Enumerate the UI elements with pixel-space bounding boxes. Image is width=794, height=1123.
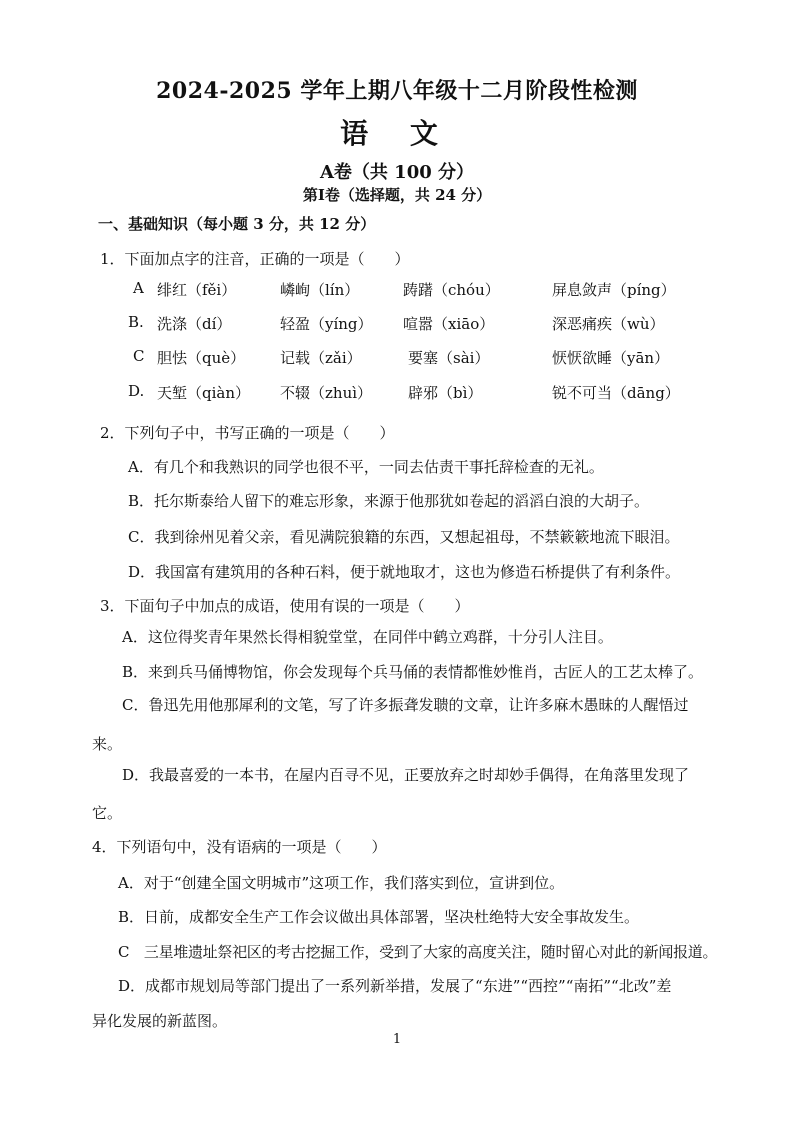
q3-option-c: C．鲁迅先用他那犀利的文笔，写了许多振聋发聩的文章，让许多麻木愚昧的人醒悟过 bbox=[122, 696, 689, 714]
option-label: A bbox=[133, 279, 144, 297]
part-title: 第Ⅰ卷（选择题，共 24 分） bbox=[302, 186, 492, 204]
option-item: 要塞（sài） bbox=[408, 349, 490, 367]
option-item: 辟邪（bì） bbox=[408, 384, 483, 402]
q3-option-a: A．这位得奖青年果然长得相貌堂堂，在同伴中鹤立鸡群，十分引人注目。 bbox=[122, 628, 613, 646]
section-heading: 一、基础知识（每小题 3 分，共 12 分） bbox=[98, 215, 376, 233]
q4-option-d: D．成都市规划局等部门提出了一系列新举措，发展了“东进”“西控”“南拓”“北改”差 bbox=[118, 977, 672, 995]
q2-option-d: D．我国富有建筑用的各种石料，便于就地取才，这也为修造石桥提供了有利条件。 bbox=[128, 563, 681, 581]
option-item: 喧嚣（xiāo） bbox=[403, 315, 495, 333]
q2-option-a: A．有几个和我熟识的同学也很不平，一同去估责干事托辞检查的无礼。 bbox=[128, 458, 604, 476]
q3-option-d-continued: 它。 bbox=[92, 804, 123, 822]
option-label: D. bbox=[128, 382, 145, 400]
option-item: 深恶痛疾（wù） bbox=[552, 315, 665, 333]
q3-option-b: B．来到兵马俑博物馆，你会发现每个兵马俑的表情都惟妙惟肖，古匠人的工艺太棒了。 bbox=[122, 663, 704, 681]
q2-option-b: B．托尔斯泰给人留下的难忘形象，来源于他那犹如卷起的滔滔白浪的大胡子。 bbox=[128, 492, 650, 510]
option-label: C bbox=[133, 347, 145, 365]
subject-title: 语 文 bbox=[340, 117, 454, 150]
volume-title: A卷（共 100 分） bbox=[319, 162, 475, 183]
q3-stem: 3．下面句子中加点的成语，使用有误的一项是（ ） bbox=[100, 597, 470, 615]
option-item: 绯红（fěi） bbox=[157, 281, 237, 299]
exam-title: 2024-2025 学年上期八年级十二月阶段性检测 bbox=[156, 78, 638, 104]
option-item: 胆怯（què） bbox=[157, 349, 246, 367]
q2-option-c: C．我到徐州见着父亲，看见满院狼籍的东西，又想起祖母，不禁簌簌地流下眼泪。 bbox=[128, 528, 680, 546]
q4-stem: 4．下列语句中，没有语病的一项是（ ） bbox=[92, 838, 387, 856]
option-item: 屏息敛声（píng） bbox=[552, 281, 676, 299]
option-item: 洗涤（dí） bbox=[157, 315, 232, 333]
q4-option-c: C 三星堆遗址祭祀区的考古挖掘工作，受到了大家的高度关注，随时留心对此的新闻报道。 bbox=[118, 943, 718, 961]
q2-stem: 2．下列句子中，书写正确的一项是（ ） bbox=[100, 424, 395, 442]
q4-option-a: A．对于“创建全国文明城市”这项工作，我们落实到位，宣讲到位。 bbox=[118, 874, 565, 892]
option-item: 不辍（zhuì） bbox=[280, 384, 373, 402]
option-item: 嶙峋（lín） bbox=[280, 281, 360, 299]
option-item: 轻盈（yíng） bbox=[280, 315, 373, 333]
q4-option-d-continued: 异化发展的新蓝图。 bbox=[92, 1012, 228, 1030]
option-item: 踌躇（chóu） bbox=[403, 281, 500, 299]
q3-option-d: D．我最喜爱的一本书，在屋内百寻不见，正要放弃之时却妙手偶得，在角落里发现了 bbox=[122, 766, 690, 784]
option-item: 锐不可当（dāng） bbox=[552, 384, 680, 402]
page-number: 1 bbox=[392, 1032, 402, 1047]
option-item: 天堑（qiàn） bbox=[157, 384, 251, 402]
q3-option-c-continued: 来。 bbox=[92, 735, 123, 753]
q4-option-b: B．日前，成都安全生产工作会议做出具体部署，坚决杜绝特大安全事故发生。 bbox=[118, 908, 640, 926]
option-item: 记载（zǎi） bbox=[280, 349, 362, 367]
q1-stem: 1．下面加点字的注音，正确的一项是（ ） bbox=[100, 250, 410, 268]
option-label: B. bbox=[128, 313, 144, 331]
option-item: 恹恹欲睡（yān） bbox=[552, 349, 670, 367]
